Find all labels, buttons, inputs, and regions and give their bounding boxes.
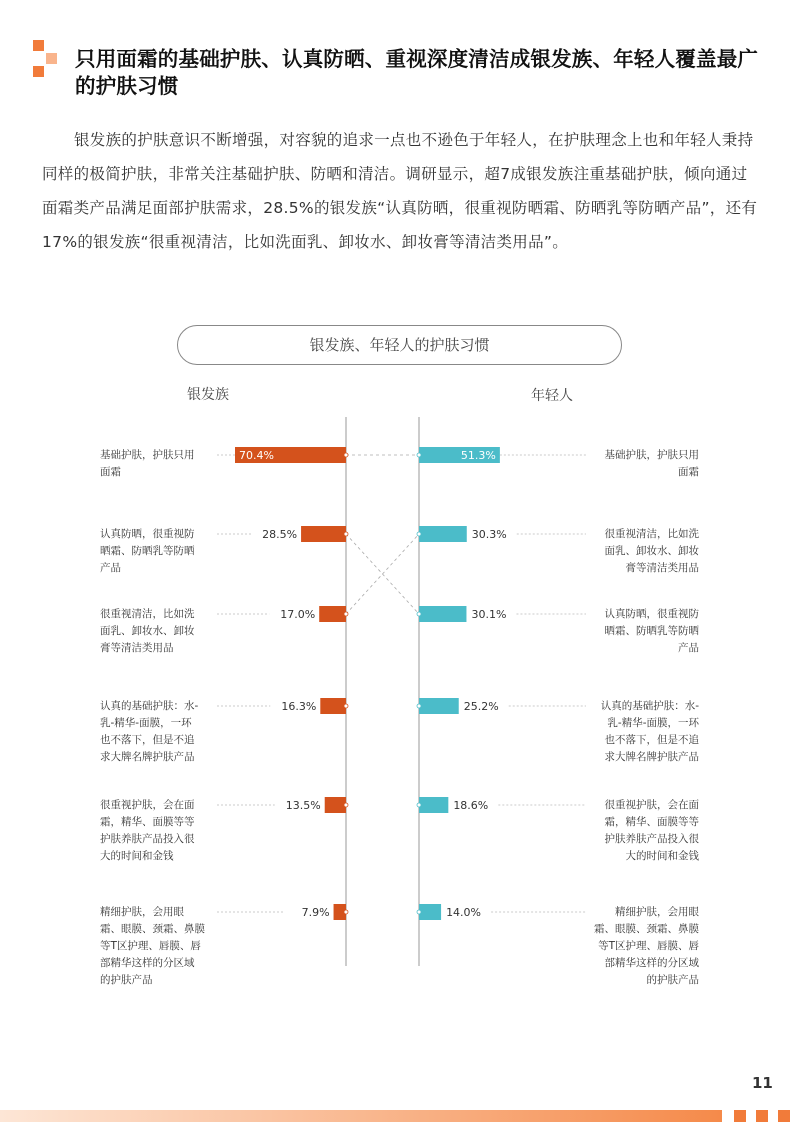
silver-value-label: 16.3% <box>281 700 317 713</box>
young-value-label: 30.1% <box>471 608 507 621</box>
silver-bar <box>319 606 346 622</box>
young-axis-dot <box>417 453 421 457</box>
silver-value-label: 70.4% <box>239 449 274 462</box>
category-label: 很重视护肤，会在面 霜，精华、面膜等等 护肤养肤产品投入很 大的时间和金钱 <box>100 799 195 862</box>
category-label: 很重视护肤，会在面 霜，精华、面膜等等 护肤养肤产品投入很 大的时间和金钱 <box>604 799 699 862</box>
young-value-label: 30.3% <box>471 528 507 541</box>
silver-axis-dot <box>344 612 348 616</box>
chart-title: 银发族、年轻人的护肤习惯 <box>177 325 622 365</box>
category-label: 很重视清洁，比如洗 面乳、卸妆水、卸妆 膏等清洁类用品 <box>604 528 699 574</box>
young-bar <box>419 698 459 714</box>
footer-bar <box>0 1110 722 1122</box>
young-axis-dot <box>417 612 421 616</box>
page-number: 11 <box>752 1074 773 1092</box>
category-label: 基础护肤，护肤只用 面霜 <box>604 449 699 478</box>
silver-value-label: 17.0% <box>280 608 316 621</box>
footer-square <box>756 1110 768 1122</box>
young-value-label: 51.3% <box>460 449 496 462</box>
young-column-header: 年轻人 <box>531 388 573 404</box>
category-label: 精细护肤，会用眼 霜、眼膜、颈霜、鼻膜 等T区护理、唇膜、唇 部精华这样的分区域 的护肤产品 <box>100 906 205 986</box>
young-axis-dot <box>417 910 421 914</box>
silver-column-header: 银发族 <box>187 387 229 403</box>
silver-bar <box>325 797 346 813</box>
young-axis-dot <box>417 803 421 807</box>
category-label: 认真防晒，很重视防 晒霜、防晒乳等防晒 产品 <box>604 608 699 654</box>
young-value-label: 18.6% <box>453 799 489 812</box>
silver-axis-dot <box>344 532 348 536</box>
young-axis-dot <box>417 532 421 536</box>
young-bar <box>419 606 466 622</box>
young-bar <box>419 904 441 920</box>
young-value-label: 14.0% <box>446 906 482 919</box>
category-label: 很重视清洁，比如洗 面乳、卸妆水、卸妆 膏等清洁类用品 <box>100 608 195 654</box>
silver-bar <box>301 526 346 542</box>
silver-axis-dot <box>344 453 348 457</box>
body-paragraph: 银发族的护肤意识不断增强，对容貌的追求一点也不逊色于年轻人，在护肤理念上也和年轻人秉持同样的极简护肤，非常关注基础护肤、防晒和清洁。调研显示，超7成银发族注重基础护肤，倾向通过面霜类产品满足面部护肤需求，28.5%的银发族“认真防晒，很重视防晒霜、防晒乳等防晒产品”，还有17%的银发族“很重视清洁，比如洗面乳、卸妆水、卸妆膏等清洁类用品”。 <box>42 131 758 251</box>
silver-axis-dot <box>344 704 348 708</box>
category-label: 认真的基础护肤：水- 乳-精华-面膜，一环 也不落下，但是不追 求大牌名牌护肤产品 <box>100 700 199 763</box>
category-label: 认真防晒，很重视防 晒霜、防晒乳等防晒 产品 <box>100 528 195 574</box>
young-bar <box>419 526 467 542</box>
silver-axis-dot <box>344 910 348 914</box>
young-bar <box>419 797 448 813</box>
page-title: 只用面霜的基础护肤、认真防晒、重视深度清洁成银发族、年轻人覆盖最广的护肤习惯 <box>75 47 759 98</box>
silver-bar <box>320 698 346 714</box>
category-label: 精细护肤，会用眼 霜、眼膜、颈霜、鼻膜 等T区护理、唇膜、唇 部精华这样的分区域 的护肤产品 <box>594 906 699 986</box>
category-label: 认真的基础护肤：水- 乳-精华-面膜，一环 也不落下，但是不追 求大牌名牌护肤产品 <box>600 700 699 763</box>
category-label: 基础护肤，护肤只用 面霜 <box>100 449 195 478</box>
silver-value-label: 13.5% <box>285 799 321 812</box>
silver-axis-dot <box>344 803 348 807</box>
footer-square <box>778 1110 790 1122</box>
silver-value-label: 7.9% <box>301 906 330 919</box>
silver-value-label: 28.5% <box>262 528 298 541</box>
young-value-label: 25.2% <box>463 700 499 713</box>
young-axis-dot <box>417 704 421 708</box>
footer-square <box>734 1110 746 1122</box>
